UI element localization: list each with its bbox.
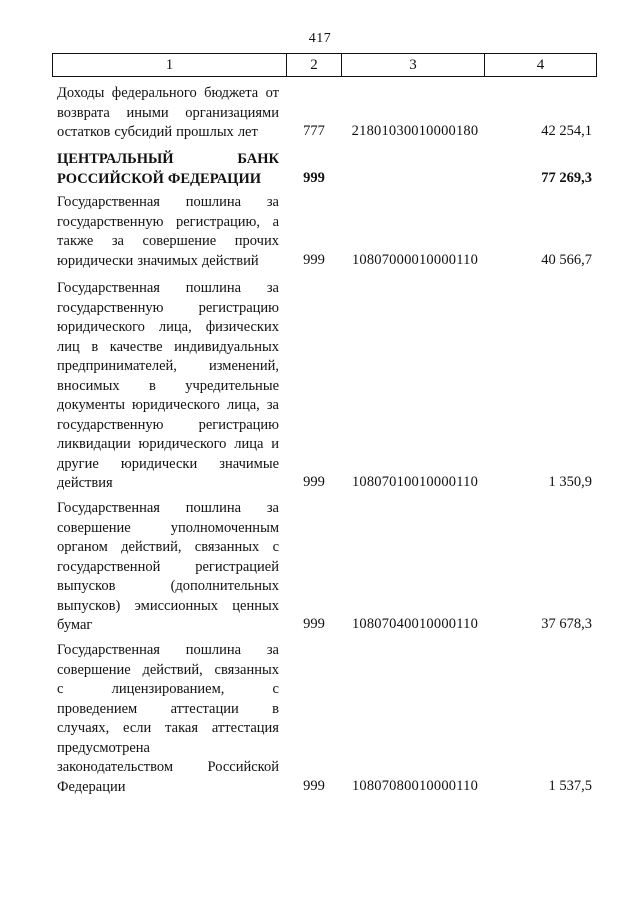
description-word: лиц — [57, 338, 80, 355]
description-word: за — [266, 280, 279, 296]
description-line — [57, 338, 279, 358]
description-line — [57, 377, 279, 397]
description-word: и — [271, 436, 279, 452]
description-word: ЦЕНТРАЛЬНЫЙ — [57, 151, 174, 167]
admin-code: 999 — [303, 474, 325, 490]
description-word: субсидий — [114, 124, 173, 140]
description-word: в — [91, 338, 99, 355]
description-word: документы — [57, 397, 125, 413]
description-word: БАНК — [237, 151, 279, 167]
description-line — [57, 499, 279, 519]
description-word: значимых — [137, 252, 198, 269]
description-word: за — [266, 194, 279, 210]
description-word: вносимых — [57, 377, 120, 394]
admin-code: 999 — [303, 251, 325, 268]
description-word: лицензированием, — [111, 681, 225, 697]
description-word: случаях, — [57, 720, 110, 736]
amount: 1 537,5 — [548, 777, 592, 794]
description-word: в — [272, 700, 279, 717]
description-line — [57, 193, 279, 213]
description-line — [57, 435, 279, 455]
description-word: пошлина — [185, 194, 242, 210]
description-word: государственную — [57, 299, 164, 316]
description-word: лица, — [226, 397, 260, 413]
description-word: выпусков — [57, 578, 116, 594]
description-word: действий, — [142, 661, 203, 678]
description-word: возврата — [57, 104, 110, 121]
description-word: проведением — [57, 700, 138, 717]
amount: 77 269,3 — [541, 169, 592, 186]
header-col-4: 4 — [536, 56, 545, 73]
description-word: за — [266, 500, 279, 516]
budget-classification-code: 10807040010000110 — [351, 616, 479, 632]
description-word: пошлина — [185, 500, 242, 516]
header-col-1: 1 — [53, 54, 287, 76]
description-line — [57, 538, 279, 558]
description-line — [57, 318, 279, 338]
description-word: предпринимателей, — [57, 358, 177, 374]
description-word: с — [272, 539, 279, 555]
description-word: ценных — [232, 597, 279, 614]
description-line — [57, 597, 279, 617]
description-word: пошлина — [185, 280, 242, 296]
description-word: за — [266, 397, 279, 413]
description-word: Государственная — [57, 194, 160, 210]
description-word: государственную — [57, 213, 164, 230]
description-line — [57, 396, 279, 416]
description-word: индивидуальных — [174, 338, 279, 355]
description-word: значимые — [219, 455, 279, 472]
description-word: другие — [57, 455, 99, 472]
description-line — [57, 84, 279, 104]
description-line — [57, 299, 279, 319]
description-word: аттестации — [170, 700, 239, 717]
description-word: законодательством — [57, 759, 174, 775]
description-word: Государственная — [57, 642, 160, 658]
description-word: совершение — [57, 661, 131, 678]
description-word: организациями — [185, 104, 279, 121]
admin-code: 999 — [303, 777, 325, 794]
description-line — [57, 558, 279, 578]
description-word: если — [123, 720, 152, 736]
description-word: за — [266, 642, 279, 658]
description-word: прочих — [234, 233, 279, 249]
row-description — [57, 279, 279, 494]
description-word: действий — [201, 252, 259, 269]
description-word: совершение — [57, 519, 131, 536]
description-line — [57, 150, 279, 170]
description-word: Доходы — [57, 85, 105, 101]
row-description — [57, 84, 279, 143]
description-line — [57, 416, 279, 436]
description-word: лица, — [158, 319, 192, 335]
description-word: ликвидации — [57, 436, 131, 452]
description-word: изменений, — [209, 358, 279, 374]
description-word: федерального — [111, 85, 197, 101]
description-word: Российской — [207, 759, 279, 775]
description-line — [57, 778, 279, 798]
description-line — [57, 104, 279, 124]
description-word: юридического — [57, 319, 145, 335]
description-line — [57, 577, 279, 597]
description-word: регистрацию, — [175, 213, 260, 230]
budget-classification-code: 10807010010000110 — [351, 474, 479, 490]
budget-classification-code: 10807080010000110 — [351, 777, 479, 794]
description-line — [57, 641, 279, 661]
description-line — [57, 170, 279, 190]
description-word: РОССИЙСКОЙ — [57, 170, 164, 187]
description-word: в — [149, 377, 156, 394]
description-word: пошлина — [185, 642, 242, 658]
description-word: (дополнительных — [170, 578, 279, 594]
description-word: действий, — [121, 539, 182, 555]
description-word: а — [272, 213, 279, 230]
header-col-3: 3 — [342, 54, 485, 76]
description-word: бумаг — [57, 617, 93, 633]
description-word: выпусков) — [57, 597, 121, 614]
description-word: за — [111, 233, 124, 249]
description-word: лица — [234, 436, 264, 452]
description-word: предусмотрена — [57, 739, 150, 756]
description-line — [57, 616, 279, 636]
description-word: совершение — [142, 233, 217, 249]
description-word: физических — [205, 319, 279, 335]
description-line — [57, 719, 279, 739]
description-word: юридического — [132, 397, 220, 413]
amount: 1 350,9 — [548, 474, 592, 490]
admin-code: 777 — [303, 123, 325, 139]
description-word: также — [57, 233, 94, 249]
description-line — [57, 519, 279, 539]
description-word: государственной — [57, 558, 161, 575]
row-description — [57, 641, 279, 797]
description-word: иными — [126, 104, 169, 121]
description-word: бюджета — [204, 85, 259, 101]
description-line — [57, 700, 279, 720]
description-word: учредительные — [185, 377, 279, 394]
budget-classification-code: 10807000010000110 — [351, 251, 479, 268]
page-number: 417 — [308, 31, 332, 46]
description-line — [57, 123, 279, 143]
amount: 37 678,3 — [541, 616, 592, 632]
description-word: органом — [57, 539, 108, 555]
description-word: аттестация — [211, 720, 279, 736]
header-col-2: 2 — [287, 54, 342, 76]
description-word: Государственная — [57, 280, 160, 296]
amount: 42 254,1 — [541, 123, 592, 139]
description-line — [57, 357, 279, 377]
description-line — [57, 758, 279, 778]
description-word: с — [57, 681, 64, 697]
budget-classification-code: 21801030010000180 — [351, 123, 479, 139]
description-word: юридически — [120, 455, 198, 472]
description-line — [57, 252, 279, 272]
description-word: остатков — [57, 124, 111, 140]
description-word: регистрацию — [198, 299, 279, 316]
row-description — [57, 193, 279, 271]
description-word: регистрацией — [195, 558, 279, 575]
description-word: юридического — [138, 436, 227, 452]
description-word: уполномоченным — [170, 519, 279, 536]
description-word: связанных — [214, 661, 279, 678]
description-line — [57, 680, 279, 700]
description-line — [57, 279, 279, 299]
description-word: ФЕДЕРАЦИИ — [167, 170, 262, 187]
admin-code: 999 — [303, 616, 325, 632]
row-description — [57, 499, 279, 636]
description-word: регистрацию — [198, 416, 279, 433]
description-word: Федерации — [57, 778, 126, 795]
description-line — [57, 213, 279, 233]
description-line — [57, 232, 279, 252]
description-word: такая — [165, 720, 199, 736]
description-line — [57, 661, 279, 681]
description-word: прошлых — [176, 124, 234, 140]
description-word: действия — [57, 475, 113, 491]
description-line — [57, 739, 279, 759]
row-description — [57, 150, 279, 189]
description-word: с — [272, 681, 279, 697]
description-line — [57, 455, 279, 475]
description-word: государственную — [57, 416, 164, 433]
description-line — [57, 474, 279, 494]
description-word: от — [265, 85, 279, 101]
table-header — [52, 53, 597, 77]
amount: 40 566,7 — [541, 251, 592, 268]
description-word: связанных — [194, 539, 260, 555]
description-word: эмиссионных — [134, 597, 218, 614]
description-word: Государственная — [57, 500, 160, 516]
admin-code: 999 — [303, 169, 325, 186]
description-word: качестве — [109, 338, 163, 355]
description-word: юридически — [57, 252, 134, 269]
description-word: лет — [237, 124, 258, 140]
